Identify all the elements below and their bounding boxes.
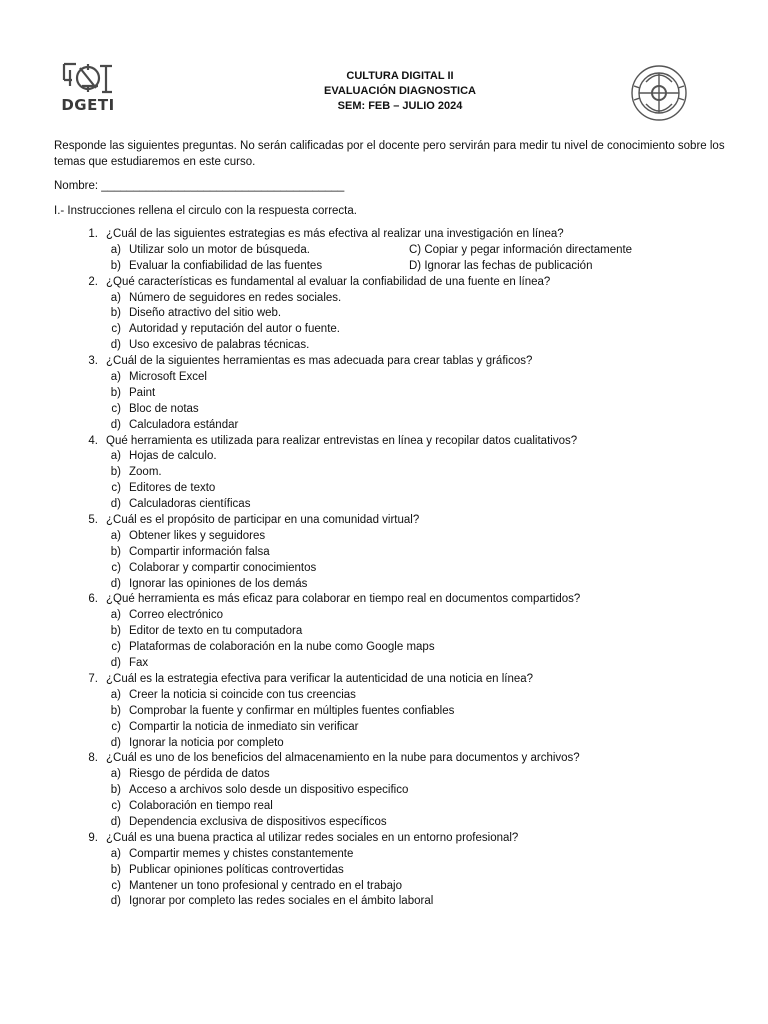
option-c: [54, 481, 754, 497]
option-d: [54, 894, 754, 910]
option-letter: c): [111, 879, 121, 892]
option-b: [54, 783, 754, 799]
option-letter: c): [111, 323, 121, 336]
option-text: Zoom.: [129, 466, 162, 479]
option-a: [54, 291, 754, 307]
question-text: ¿Qué herramienta es más eficaz para colaborar en tiempo real en documentos compartidos?: [106, 593, 581, 606]
question-1: [54, 227, 754, 243]
question-number: 6.: [88, 593, 98, 606]
option-letter: a): [110, 529, 121, 542]
question-text: ¿Cuál de las siguientes estrategias es más efectiva al realizar una investigación en línea?: [106, 228, 564, 240]
question-number: 9.: [88, 831, 98, 844]
question-number: 7.: [88, 672, 98, 685]
option-text: Evaluar la confiabilidad de las fuentes: [129, 259, 323, 272]
option-letter: b): [110, 625, 121, 638]
option-text: Calculadora estándar: [129, 418, 239, 431]
option-letter: a): [110, 847, 121, 860]
option-text: Ignorar por completo las redes sociales en el ámbito laboral: [129, 895, 434, 908]
document-header: [200, 69, 600, 114]
option-text-alt: D) Ignorar las fechas de publicación: [409, 259, 593, 272]
instructions: I.- Instrucciones rellena el circulo con la respuesta correcta.: [54, 205, 357, 217]
question-number: 1.: [88, 228, 98, 240]
option-letter: c): [111, 402, 121, 415]
option-text: Autoridad y reputación del autor o fuente.: [129, 323, 340, 336]
option-c: [54, 322, 754, 338]
question-3: [54, 354, 754, 370]
name-field: Nombre: ______________________________________: [54, 180, 345, 192]
question-number: 4.: [88, 434, 98, 447]
option-c: [54, 879, 754, 895]
option-text: Compartir la noticia de inmediato sin verificar: [129, 720, 359, 733]
question-text: ¿Cuál es el propósito de participar en una comunidad virtual?: [106, 514, 420, 527]
option-c: [54, 640, 754, 656]
option-b: [54, 386, 754, 402]
option-letter: b): [110, 466, 121, 479]
option-c: [54, 799, 754, 815]
option-text: Colaboración en tiempo real: [129, 800, 273, 813]
option-d: [54, 577, 754, 593]
option-letter: a): [110, 609, 121, 622]
question-6: [54, 592, 754, 608]
option-a: [54, 529, 754, 545]
option-b: [54, 624, 754, 640]
logo-text: DGETI: [61, 96, 115, 114]
option-letter: b): [110, 784, 121, 797]
option-text: Utilizar solo un motor de búsqueda.: [129, 243, 310, 256]
semester-label: SEM: FEB – JULIO 2024: [337, 100, 463, 112]
option-text: Obtener likes y seguidores: [129, 529, 266, 542]
option-letter: a): [110, 450, 121, 463]
option-a: [54, 688, 754, 704]
option-text: Número de seguidores en redes sociales.: [129, 291, 342, 304]
option-text: Hojas de calculo.: [129, 450, 217, 463]
option-letter: d): [110, 815, 121, 828]
option-d: [54, 736, 754, 752]
option-c: [54, 720, 754, 736]
intro-paragraph: Responde las siguientes preguntas. No serán calificadas por el docente pero servirán para medir tu nivel de conocimiento sobre los temas que estudiaremos en este curso.: [54, 140, 725, 168]
option-b: [54, 465, 754, 481]
option-b: [54, 704, 754, 720]
question-number: 2.: [88, 275, 98, 288]
option-row: [54, 243, 754, 259]
option-text: Editores de texto: [129, 482, 216, 495]
question-text: ¿Qué características es fundamental al evaluar la confiabilidad de una fuente en línea?: [106, 275, 551, 288]
option-text: Colaborar y compartir conocimientos: [129, 561, 317, 574]
option-letter: d): [110, 736, 121, 749]
question-text: ¿Cuál es uno de los beneficios del almacenamiento en la nube para documentos y archivos?: [106, 752, 580, 765]
option-text: Paint: [129, 386, 156, 399]
option-text: Diseño atractivo del sitio web.: [129, 307, 282, 320]
option-d: [54, 418, 754, 434]
option-letter: d): [110, 339, 121, 352]
question-8: [54, 751, 754, 767]
question-text: Qué herramienta es utilizada para realizar entrevistas en línea y recopilar datos cualitativos?: [106, 434, 578, 447]
option-d: [54, 338, 754, 354]
option-b: [54, 545, 754, 561]
option-text: Dependencia exclusiva de dispositivos específicos: [129, 815, 387, 828]
option-letter: d): [110, 657, 121, 670]
option-text: Calculadoras científicas: [129, 498, 251, 511]
question-text: ¿Cuál es una buena practica al utilizar redes sociales en un entorno profesional?: [106, 831, 519, 844]
question-text: ¿Cuál es la estrategia efectiva para verificar la autenticidad de una noticia en línea?: [106, 672, 534, 685]
question-5: [54, 513, 754, 529]
option-text: Compartir información falsa: [129, 545, 270, 558]
option-text: Uso excesivo de palabras técnicas.: [129, 339, 310, 352]
option-letter: d): [110, 577, 121, 590]
option-letter: b): [110, 545, 121, 558]
option-letter: c): [111, 800, 121, 813]
option-row: [54, 259, 754, 275]
question-9: [54, 831, 754, 847]
option-b: [54, 863, 754, 879]
option-letter: a): [110, 291, 121, 304]
option-text: Publicar opiniones políticas controvertidas: [129, 863, 344, 876]
seal-emblem-icon: [630, 64, 688, 122]
option-text: Fax: [129, 657, 149, 670]
option-a: [54, 847, 754, 863]
option-d: [54, 497, 754, 513]
option-a: [54, 767, 754, 783]
question-number: 3.: [88, 355, 98, 368]
dgeti-emblem-icon: [58, 58, 118, 98]
option-text: Mantener un tono profesional y centrado en el trabajo: [129, 879, 402, 892]
option-letter: c): [111, 482, 121, 495]
school-seal: [630, 64, 688, 122]
option-c: [54, 402, 754, 418]
question-2: [54, 275, 754, 291]
option-letter: b): [110, 704, 121, 717]
option-letter: c): [111, 720, 121, 733]
option-text-alt: C) Copiar y pegar información directamente: [409, 243, 633, 256]
option-letter: a): [110, 371, 121, 384]
option-text: Riesgo de pérdida de datos: [129, 768, 270, 781]
option-a: [54, 608, 754, 624]
option-letter: a): [110, 243, 121, 256]
question-list: [54, 227, 754, 910]
option-letter: b): [110, 863, 121, 876]
option-letter: c): [111, 561, 121, 574]
question-number: 8.: [88, 752, 98, 765]
option-letter: b): [110, 259, 121, 272]
option-letter: b): [110, 386, 121, 399]
option-d: [54, 815, 754, 831]
option-d: [54, 656, 754, 672]
option-text: Plataformas de colaboración en la nube como Google maps: [129, 641, 435, 654]
question-4: [54, 434, 754, 450]
option-text: Bloc de notas: [129, 402, 199, 415]
option-letter: d): [110, 895, 121, 908]
option-letter: d): [110, 418, 121, 431]
option-b: [54, 306, 754, 322]
option-a: [54, 370, 754, 386]
option-text: Editor de texto en tu computadora: [129, 625, 303, 638]
option-text: Creer la noticia si coincide con tus creencias: [129, 688, 356, 701]
option-text: Ignorar las opiniones de los demás: [129, 577, 308, 590]
option-letter: a): [110, 688, 121, 701]
option-a: [54, 449, 754, 465]
course-title: CULTURA DIGITAL II: [346, 70, 454, 82]
option-letter: d): [110, 498, 121, 511]
evaluation-title: EVALUACIÓN DIAGNOSTICA: [324, 85, 476, 97]
question-number: 5.: [88, 514, 98, 527]
option-letter: c): [111, 641, 121, 654]
option-text: Acceso a archivos solo desde un dispositivo especifico: [129, 784, 409, 797]
option-letter: b): [110, 307, 121, 320]
dgeti-logo: [58, 58, 118, 114]
option-text: Compartir memes y chistes constantemente: [129, 847, 354, 860]
question-text: ¿Cuál de la siguientes herramientas es mas adecuada para crear tablas y gráficos?: [106, 355, 533, 368]
option-text: Ignorar la noticia por completo: [129, 736, 284, 749]
question-7: [54, 672, 754, 688]
option-text: Comprobar la fuente y confirmar en múltiples fuentes confiables: [129, 704, 455, 717]
option-text: Correo electrónico: [129, 609, 223, 622]
option-c: [54, 561, 754, 577]
option-letter: a): [110, 768, 121, 781]
option-text: Microsoft Excel: [129, 371, 207, 384]
